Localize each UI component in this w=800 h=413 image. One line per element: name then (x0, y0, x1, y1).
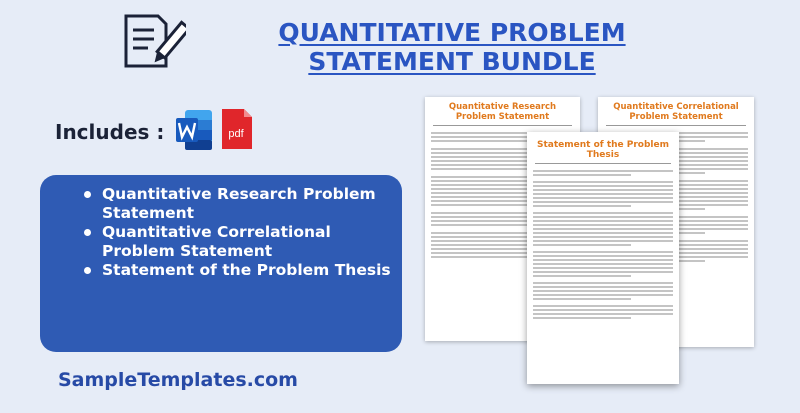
list-item: Quantitative Research Problem Statement (102, 185, 402, 223)
page-title: QUANTITATIVE PROBLEM STATEMENT BUNDLE (278, 18, 626, 76)
doc-preview-thesis (527, 132, 679, 384)
doc-body (527, 166, 679, 323)
list-item: Statement of the Problem Thesis (102, 261, 402, 280)
includes-label: Includes : (55, 120, 165, 144)
pdf-icon (220, 107, 254, 151)
doc-title: Statement of the Problem Thesis (537, 140, 669, 160)
document-pencil-icon (118, 12, 186, 72)
doc-title: Quantitative Research Problem Statement (448, 102, 557, 122)
doc-title: Quantitative Correlational Problem Statement (613, 102, 739, 122)
included-items-panel (40, 175, 402, 352)
list-item: Quantitative Correlational Problem Statement (102, 223, 402, 261)
divider (433, 125, 572, 126)
divider (535, 163, 671, 164)
pdf-label: pdf (228, 128, 244, 140)
site-name: SampleTemplates.com (58, 369, 298, 391)
divider (606, 125, 746, 126)
word-icon (175, 108, 213, 152)
